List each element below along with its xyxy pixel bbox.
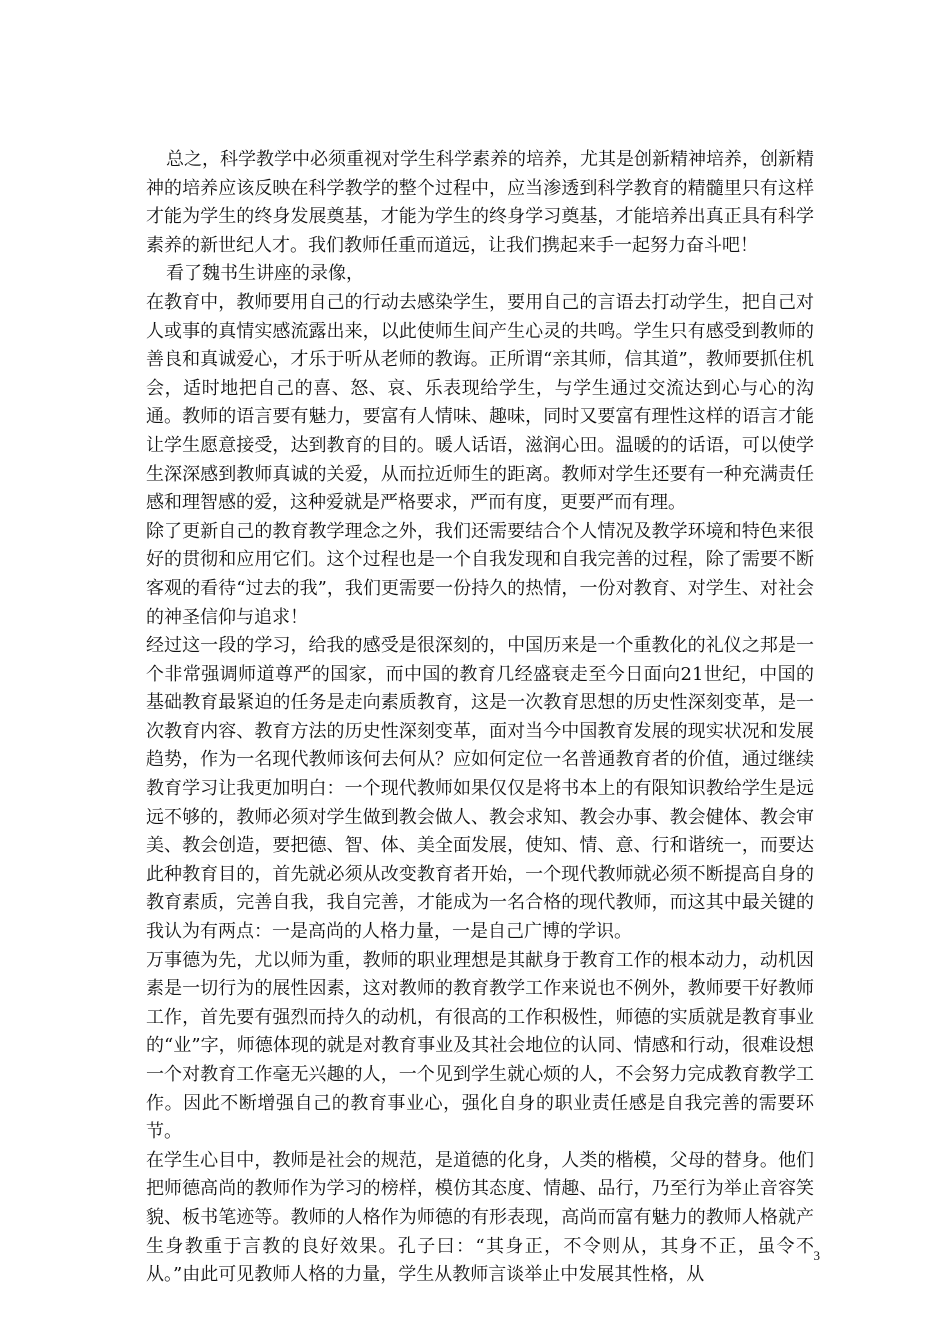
paragraph-learning-reflection: 经过这一段的学习，给我的感受是很深刻的，中国历来是一个重教化的礼仪之邦是一个非常强调师道尊严的国家，而中国的教育几经盛衰走至今日面向21世纪，中国的基础教育最紧迫的任务是走向素质教育，这是一次教育思想的历史性深刻变革，是一次教育内容、教育方法的历史性深刻变革，面对当今中国教育发展的现实状况和发展趋势，作为一名现代教师该何去何从？应如何定位一名普通教育者的价值，通过继续教育学习让我更加明白：一个现代教师如果仅仅是将书本上的有限知识教给学生是远远不够的，教师必须对学生做到教会做人、教会求知、教会办事、教会健体、教会审美、教会创造，要把德、智、体、美全面发展，使知、情、意、行和谐统一，而要达此种教育目的，首先就必须从改变教育者开始，一个现代教师就必须不断提高自身的教育素质，完善自我，我自完善，才能成为一名合格的现代教师，而这其中最关键的我认为有两点：一是高尚的人格力量，一是自己广博的学识。 xyxy=(146,635,814,943)
page-number: 3 xyxy=(813,1248,820,1263)
paragraph-teacher-emotion: 在教育中，教师要用自己的行动去感染学生，要用自己的言语去打动学生，把自己对人或事的真情实感流露出来，以此使师生间产生心灵的共鸣。学生只有感受到教师的善良和真诚爱心，才乐于听从老师的教诲。正所谓“亲其师，信其道”，教师要抓住机会，适时地把自己的喜、怒、哀、乐表现给学生，与学生通过交流达到心与心的沟通。教师的语言要有魅力，要富有人情味、趣味，同时又要富有理性这样的语言才能让学生愿意接受，达到教育的目的。暖人话语，滋润心田。温暖的的话语，可以使学生深深感到教师真诚的关爱，从而拉近师生的距离。教师对学生还要有一种充满责任感和理智感的爱，这种爱就是严格要求，严而有度，更要严而有理。 xyxy=(146,291,814,514)
document-body xyxy=(146,146,814,1290)
paragraph-teacher-ethics: 万事德为先，尤以师为重，教师的职业理想是其献身于教育工作的根本动力，动机因素是一切行为的展性因素，这对教师的教育教学工作来说也不例外，教师要干好教师工作，首先要有强烈而持久的动机，有很高的工作积极性，师德的实质就是教育事业的“业”字，师德体现的就是对教育事业及其社会地位的认同、情感和行动，很难设想一个对教育工作毫无兴趣的人，一个见到学生就心烦的人，不会努力完成教育教学工作。因此不断增强自己的教育事业心，强化自身的职业责任感是自我完善的需要环节。 xyxy=(146,949,814,1143)
paragraph-teaching-philosophy: 除了更新自己的教育教学理念之外，我们还需要结合个人情况及教学环境和特色来很好的贯彻和应用它们。这个过程也是一个自我发现和自我完善的过程，除了需要不断客观的看待“过去的我”，我们更需要一份持久的热情，一份对教育、对学生、对社会的神圣信仰与追求！ xyxy=(146,520,814,628)
paragraph-teacher-personality: 在学生心目中，教师是社会的规范，是道德的化身，人类的楷模，父母的替身。他们把师德高尚的教师作为学习的榜样，模仿其态度、情趣、品行，乃至行为举止音容笑貌、板书笔迹等。教师的人格作为师德的有形表现，高尚而富有魅力的教师人格就产生身教重于言教的良好效果。孔子曰：“其身正，不令则从，其身不正，虽令不从。”由此可见教师人格的力量，学生从教师言谈举止中发展其性格，从 xyxy=(146,1149,814,1286)
paragraph-lecture-intro: 看了魏书生讲座的录像， xyxy=(166,263,364,285)
paragraph-summary: 总之，科学教学中必须重视对学生科学素养的培养，尤其是创新精神培养，创新精神的培养应该反映在科学教学的整个过程中，应当渗透到科学教育的精髓里只有这样才能为学生的终身发展奠基，才能为学生的终身学习奠基，才能培养出真正具有科学素养的新世纪人才。我们教师任重而道远，让我们携起来手一起努力奋斗吧！ xyxy=(146,149,814,256)
